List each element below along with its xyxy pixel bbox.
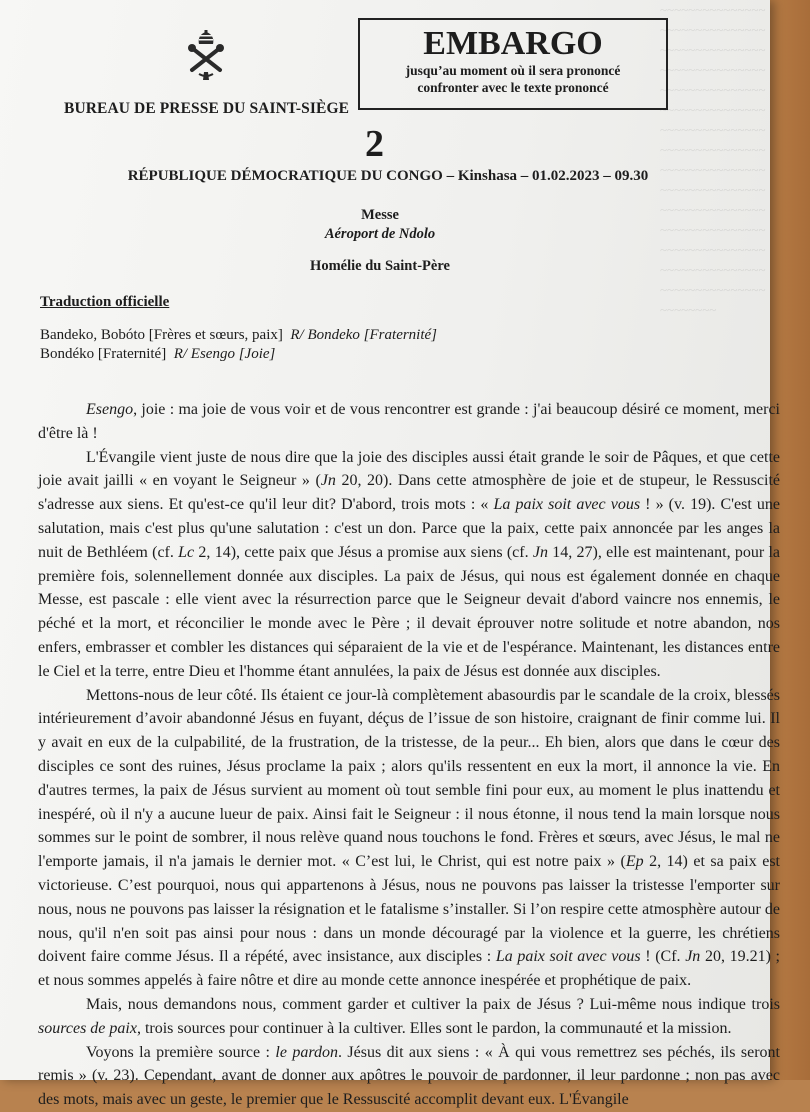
emphasis: sources de paix	[38, 1019, 137, 1037]
paragraph-4	[38, 993, 780, 1041]
paragraph-text: 20, 20). Dans cette atmosphère de joie et de stupeur, le Ressuscité s'adresse aux siens. Et qu'est-ce qu'il leur dit? D'abord, trois mots : «	[38, 472, 781, 514]
scripture-ref: Jn	[320, 472, 336, 490]
embargo-title: EMBARGO	[423, 25, 603, 62]
event-type: Messe	[361, 207, 399, 223]
scripture-ref: Lc	[178, 543, 195, 561]
paragraph-text: 2, 14) et sa paix est victorieuse. C’est pourquoi, nous qui appartenons à Jésus, nous ne pouvons pas laisser la tristesse l'emporter sur nous, nous ne pouvons pas laisser la résignation et le fatalisme s’installer. Si l’on respire cette atmosphère autour de nous, qu'il n'en soit pas ainsi pour nous : dans un monde découragé par la violence et la guerre, les chrétiens doivent faire comme Jésus. Il a répété, avec insistance, aux disciples :	[38, 853, 780, 966]
dateline: RÉPUBLIQUE DÉMOCRATIQUE DU CONGO – Kinshasa – 01.02.2023 – 09.30	[127, 168, 649, 184]
paragraph-text: 2, 14), cette paix que Jésus a promise aux siens (cf.	[194, 543, 533, 561]
paragraph-text: 20, 19.21) ; et nous sommes appelés à faire nôtre et dire au monde cette annonce inespérée et prophétique de paix.	[38, 948, 781, 990]
paragraph-2	[38, 446, 780, 684]
response-line-2	[40, 345, 437, 364]
embargo-condition-1: jusqu’au moment où il sera prononcé	[405, 63, 621, 78]
embargo-condition-2: confronter avec le texte prononcé	[417, 80, 609, 95]
papal-coat-of-arms-icon	[185, 30, 227, 82]
paragraph-text: L'Évangile vient juste de nous dire que la joie des disciples aussi était grande le soir de Pâques, et que cette joie avait jailli « en voyant le Seigneur » (	[38, 448, 780, 490]
paragraph-5	[38, 1041, 780, 1112]
paragraph-text: 14, 27), elle est maintenant, pour la première fois, solennellement donnée aux disciples. La paix de Jésus, qui nous est également donnée en chaque Messe, est pascale : elle vient avec la résurrection parce que le Seigneur devait d'abord vaincre nos ennemis, le péché et la mort, et réconcilier le monde avec le Père ; il devait éprouver notre solitude et notre abandon, nos enfers, embrasser et combler les distances qui séparaient de la vie et de l'espérance. Maintenant, les distances entre le Ciel et la terre, entre Dieu et l'homme étant annulées, la paix de Jésus est donnée aux disciples.	[38, 543, 781, 680]
reply-text: R/ Esengo [Joie]	[173, 346, 276, 362]
homily-heading: Homélie du Saint-Père	[310, 258, 450, 274]
response-line-1	[40, 326, 437, 345]
emphasis: le pardon	[275, 1043, 339, 1061]
scripture-ref: Jn	[532, 543, 548, 561]
event-venue: Aéroport de Ndolo	[324, 226, 436, 242]
scripture-ref: Ep	[625, 853, 644, 871]
embargo-box	[358, 18, 668, 110]
call-text: Bondéko [Fraternité]	[40, 346, 167, 362]
paragraph-text: . Jésus dit aux siens : « À qui vous remettrez ses péchés, ils seront remis » (v. 23). Cependant, avant de donner aux apôtres le pouvoir de pardonner, il leur pardonne ; non pas avec des mots, mais avec un geste, le premier que le Ressuscité accomplit devant eux. L'Évangile	[38, 1043, 780, 1109]
quote: La paix soit avec vous	[495, 948, 641, 966]
paragraph-text: Mettons-nous de leur côté. Ils étaient ce jour-là complètement abasourdis par le scandale de la croix, blessés intérieurement d’avoir abandonné Jésus en fuyant, déçus de l’issue de son histoire, craignant de finir comme lui. Il y avait en eux de la culpabilité, de la frustration, de la tristesse, de la peur... Eh bien, alors que dans le cœur des disciples ce sont des ruines, Jésus proclame la paix ; alors qu'ils ressentent en eux la mort, il annonce la vie. En d'autres termes, la paix de Jésus survient au moment où tout semble fini pour eux, au moment le plus inattendu et inespéré, où il n'y a aucune lueur de paix. Ainsi fait le Seigneur : il nous étonne, il nous tend la main lorsque nous sommes sur le point de sombrer, il nous relève quand nous touchons le fond. Frères et sœurs, avec Jésus, le mal ne l'emporte jamais, il n'a jamais le dernier mot. « C’est lui, le Christ, qui est notre paix » (	[38, 686, 780, 871]
homily-body	[38, 398, 780, 1112]
liturgical-responses	[40, 326, 437, 364]
paragraph-text: Mais, nous demandons nous, comment garder et cultiver la paix de Jésus ? Lui-même nous indique trois	[86, 995, 780, 1013]
italic-word: Esengo	[86, 401, 134, 418]
scripture-ref: Jn	[685, 948, 701, 966]
call-text: Bandeko, Bobóto [Frères et sœurs, paix]	[40, 327, 283, 343]
paragraph-text: ! » (v. 19). C'est une salutation, mais c'est plus qu'une salutation : c'est un don. Parce que la paix, cette paix annoncée par les anges la nuit de Bethléem (cf.	[38, 496, 781, 561]
quote: La paix soit avec vous	[493, 496, 641, 514]
translation-label: Traduction officielle	[40, 294, 170, 310]
paragraph-1	[38, 398, 780, 446]
paragraph-text: Voyons la première source :	[86, 1043, 276, 1061]
paragraph-3	[38, 684, 780, 993]
document-number: 2	[365, 123, 384, 165]
reply-text: R/ Bondeko [Fraternité]	[290, 327, 438, 343]
event-info	[230, 206, 530, 244]
paragraph-text: ! (Cf.	[640, 948, 686, 966]
press-office-name: BUREAU DE PRESSE DU SAINT-SIÈGE	[64, 100, 350, 117]
paragraph-text: , joie : ma joie de vous voir et de vous rencontrer est grande : j'ai beaucoup désiré ce moment, merci d'être là !	[38, 401, 780, 442]
bleed-through-text: ~~~~~~~~~~~~~~~~~~~~~~~~~~~~~~~~~~~~~~~~~~~~~~~~~~~~~~~~~~~~~~~~~~~~~~~~~~~~~~~~~~~~~~~~~~~~~~~~~~~~~~~~~~~~~~~~~~~~~~~~~~~~~~~~~~~~~~~~~~~~~~~~~~~~~~~~~~~~~~~~~~~~~~~~~~~~~~~~~~~~~~~~~~~~~~~~~~~~~~~~~~~~~~~~~~~~~~~~~~~~~~~~~~~~~~~~~	[660, 2, 766, 317]
paragraph-text: , trois sources pour continuer à la cultiver. Elles sont le pardon, la communauté et la mission.	[136, 1019, 732, 1037]
